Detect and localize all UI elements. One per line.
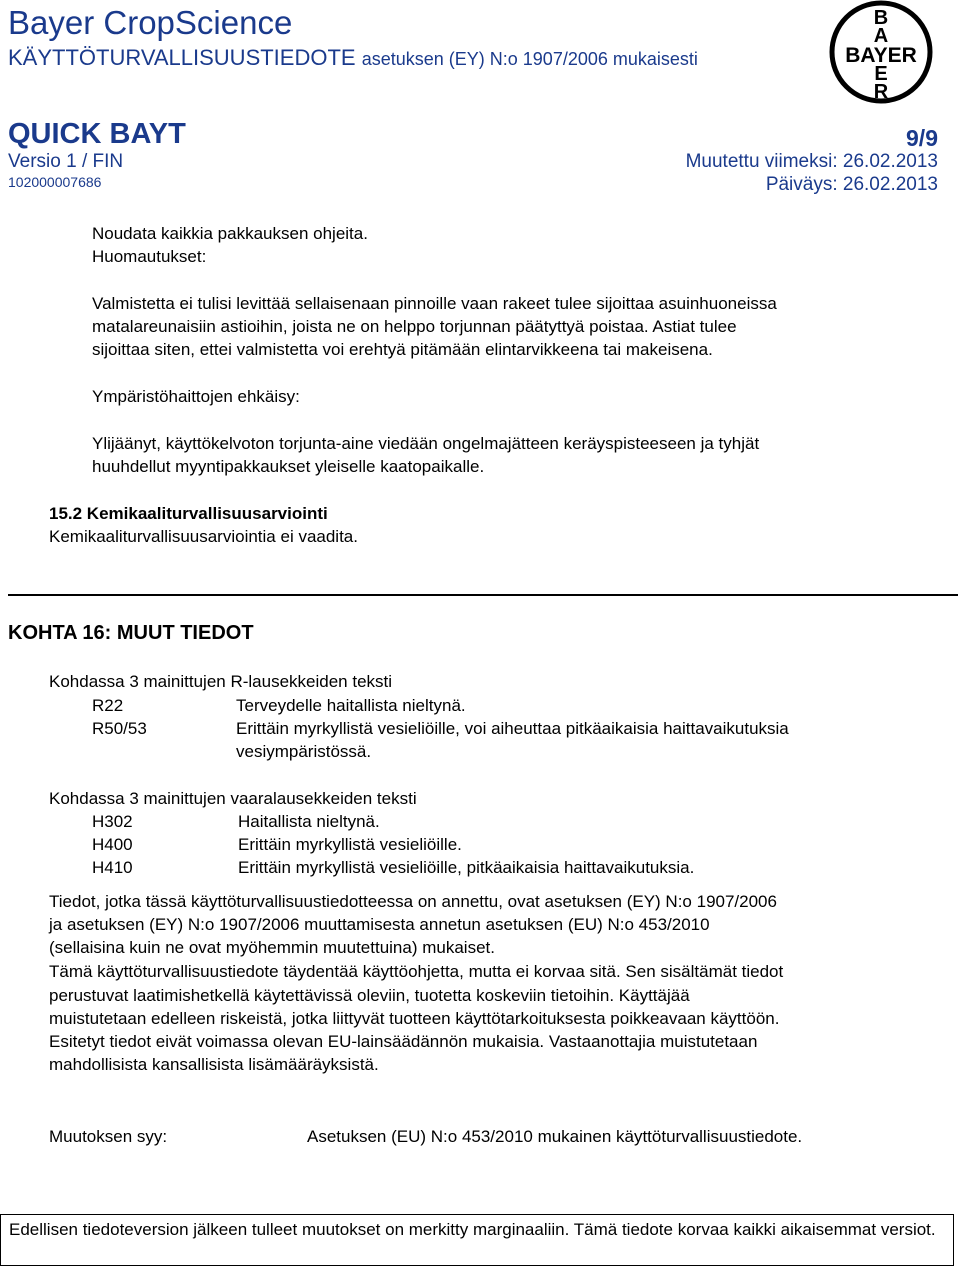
h-statements-heading: Kohdassa 3 mainittujen vaaralausekkeiden teksti (49, 789, 417, 808)
info-line: (sellaisina kuin ne ovat myöhemmin muutettuina) mukaiset. (49, 938, 495, 957)
instruction-line: Noudata kaikkia pakkauksen ohjeita. (92, 224, 368, 243)
info-line: Tämä käyttöturvallisuustiedote täydentää käyttöohjetta, mutta ei korvaa sitä. Sen sisältämät tiedot (49, 962, 784, 981)
info-line: Tiedot, jotka tässä käyttöturvallisuustiedotteessa on annettu, ovat asetuksen (EY) N:o 1907/2006 (49, 892, 777, 911)
h-statement-code: H410 (92, 858, 133, 877)
version-prefix: Versio (8, 151, 61, 172)
r-phrases-heading: Kohdassa 3 mainittujen R-lausekkeiden teksti (49, 672, 393, 691)
section-16-title: KOHTA 16: MUUT TIEDOT (8, 622, 254, 644)
environment-heading: Ympäristöhaittojen ehkäisy: (92, 387, 300, 406)
logo-letter-r: R (873, 81, 889, 103)
version-separator: / (81, 151, 88, 172)
logo-word-bayer: BAYER (845, 44, 917, 67)
section-divider (8, 594, 958, 596)
change-reason-label: Muutoksen syy: (49, 1127, 168, 1146)
logo-letter-a: A (873, 25, 889, 47)
document-subtitle: asetuksen (EY) N:o 1907/2006 mukaisesti (361, 49, 698, 69)
section-15-2-text: Kemikaaliturvallisuusarviointia ei vaadita. (49, 527, 358, 546)
r-phrase-code: R50/53 (92, 719, 147, 738)
h-statement-text: Haitallista nieltynä. (238, 812, 380, 831)
company-name: Bayer CropScience (8, 4, 293, 41)
paragraph-line: sijoittaa siten, ettei valmistetta voi erehtyä pitämään elintarvikkeena tai makeisena. (92, 340, 713, 359)
change-reason-value: Asetuksen (EU) N:o 453/2010 mukainen käyttöturvallisuustiedote. (307, 1127, 803, 1146)
paragraph-line: Valmistetta ei tulisi levittää sellaisenaan pinnoille vaan rakeet tulee sijoittaa asuinhuoneissa (92, 294, 777, 313)
version-number: 1 (66, 151, 77, 172)
info-line: mahdollisista kansallisista lisämääräyksistä. (49, 1055, 379, 1074)
last-modified: Muutettu viimeksi: 26.02.2013 (685, 151, 938, 172)
info-line: muistutetaan edelleen riskeistä, jotka liittyvät tuotteen käyttötarkoituksesta poikkeavaan käyttöön. (49, 1009, 780, 1028)
version-info (8, 150, 123, 174)
r-phrase-text-continued: vesiympäristössä. (236, 742, 372, 761)
h-statement-code: H302 (92, 812, 133, 831)
paragraph-line: matalareunaisiin astioihin, joista ne on helppo torjunnan päätyttyä poistaa. Astiat tulee (92, 317, 737, 336)
section-15-2-title: 15.2 Kemikaaliturvallisuusarviointi (49, 504, 328, 523)
info-line: Esitetyt tiedot eivät voimassa olevan EU-lainsäädännön mukaisia. Vastaanottajia muistutetaan (49, 1032, 758, 1051)
version-language: FIN (92, 151, 124, 172)
document-code: 102000007686 (8, 174, 102, 190)
info-line: perustuvat laatimishetkellä käytettävissä oleviin, tuotetta koskeviin tietoihin. Käyttäjää (49, 986, 690, 1005)
footer-box (0, 1214, 954, 1266)
r-phrase-text: Terveydelle haitallista nieltynä. (236, 696, 466, 715)
r-phrase-text: Erittäin myrkyllistä vesieliöille, voi aiheuttaa pitkäaikaisia haittavaikutuksia (236, 719, 789, 738)
h-statement-text: Erittäin myrkyllistä vesieliöille. (238, 835, 462, 854)
h-statement-text: Erittäin myrkyllistä vesieliöille, pitkäaikaisia haittavaikutuksia. (238, 858, 695, 877)
remarks-heading: Huomautukset: (92, 247, 207, 266)
r-phrase-code: R22 (92, 696, 124, 715)
bayer-cross-logo (829, 0, 933, 104)
document-date: Päiväys: 26.02.2013 (765, 174, 938, 195)
info-line: ja asetuksen (EY) N:o 1907/2006 muuttamisesta annetun asetuksen (EU) N:o 453/2010 (49, 915, 710, 934)
h-statement-code: H400 (92, 835, 133, 854)
paragraph-line: Ylijäänyt, käyttökelvoton torjunta-aine viedään ongelmajätteen keräyspisteeseen ja tyhjät (92, 434, 760, 453)
page-number: 9/9 (906, 125, 938, 151)
product-name: QUICK BAYT (8, 118, 186, 150)
footer-text: Edellisen tiedoteversion jälkeen tulleet muutokset on merkitty marginaaliin. Tämä tiedote korvaa kaikki aikaisemmat versiot. (9, 1220, 936, 1239)
logo-letter-e: E (874, 63, 888, 85)
logo-letter-b: B (873, 7, 889, 29)
paragraph-line: huuhdellut myyntipakkaukset yleiselle kaatopaikalle. (92, 457, 485, 476)
document-title-main: KÄYTTÖTURVALLISUUSTIEDOTE (8, 45, 356, 70)
document-title (8, 44, 698, 73)
